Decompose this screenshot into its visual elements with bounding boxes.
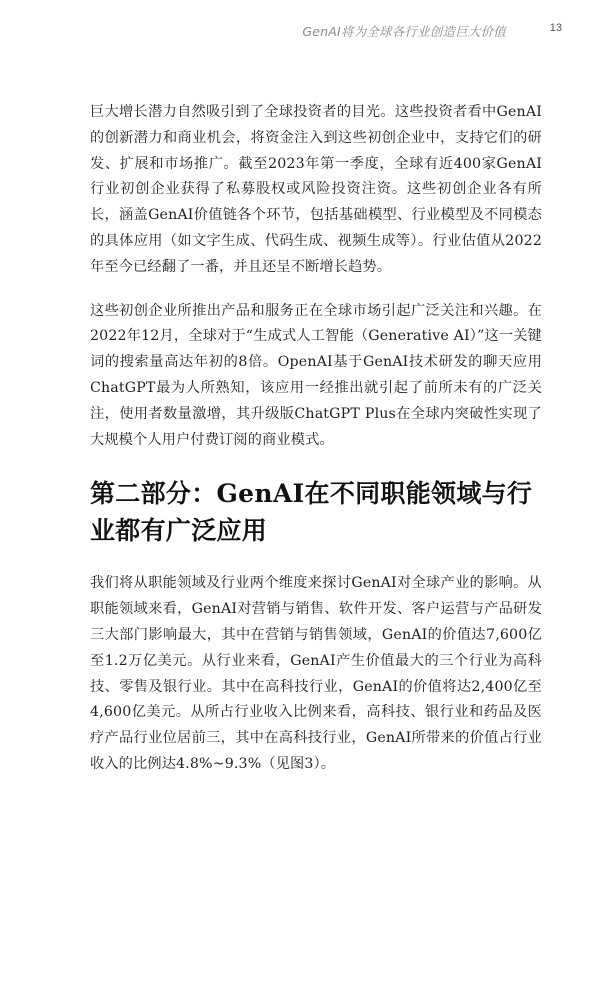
running-header [0,20,600,42]
page-number: 13 [549,22,562,34]
header-title: GenAI将为全球各行业创造巨大价值 [302,24,506,39]
section-heading: 第二部分：GenAI在不同职能领域与行业都有广泛应用 [90,479,533,546]
body-paragraph-industry-impact: 我们将从职能领域及行业两个维度来探讨GenAI对全球产业的影响。从职能领域来看，GenAI对营销与销售、软件开发、客户运营与产品研发三大部门影响最大，其中在营销与销售领域，GenAI的价值达7,600亿至1.2万亿美元。从行业来看，GenAI产生价值最大的三个行业为高科技、零售及银行业。其中在高科技行业，GenAI的价值将达2,400亿至4,600亿美元。从所占行业收入比例来看，高科技、银行业和药品及医疗产品行业位居前三，其中在高科技行业，GenAI所带来的价值占行业收入的比例达4.8%~9.3%（见图3）。 [90,575,542,772]
page-body [90,100,542,778]
body-paragraph-market-attention: 这些初创企业所推出产品和服务正在全球市场引起广泛关注和兴趣。在2022年12月，全球对于“生成式人工智能（Generative AI）”这一关键词的搜索量高达年初的8倍。OpenAI基于GenAI技术研发的聊天应用ChatGPT最为人所熟知，该应用一经推出就引起了前所未有的广泛关注，使用者数量激增，其升级版ChatGPT Plus在全球内突破性实现了大规模个人用户付费订阅的商业模式。 [90,302,542,448]
body-paragraph-investment: 巨大增长潜力自然吸引到了全球投资者的目光。这些投资者看中GenAI的创新潜力和商业机会，将资金注入到这些初创企业中，支持它们的研发、扩展和市场推广。截至2023年第一季度，全球有近400家GenAI行业初创企业获得了私募股权或风险投资注资。这些初创企业各有所长，涵盖GenAI价值链各个环节，包括基础模型、行业模型及不同模态的具体应用（如文字生成、代码生成、视频生成等）。行业估值从2022年至今已经翻了一番，并且还呈不断增长趋势。 [90,104,542,275]
